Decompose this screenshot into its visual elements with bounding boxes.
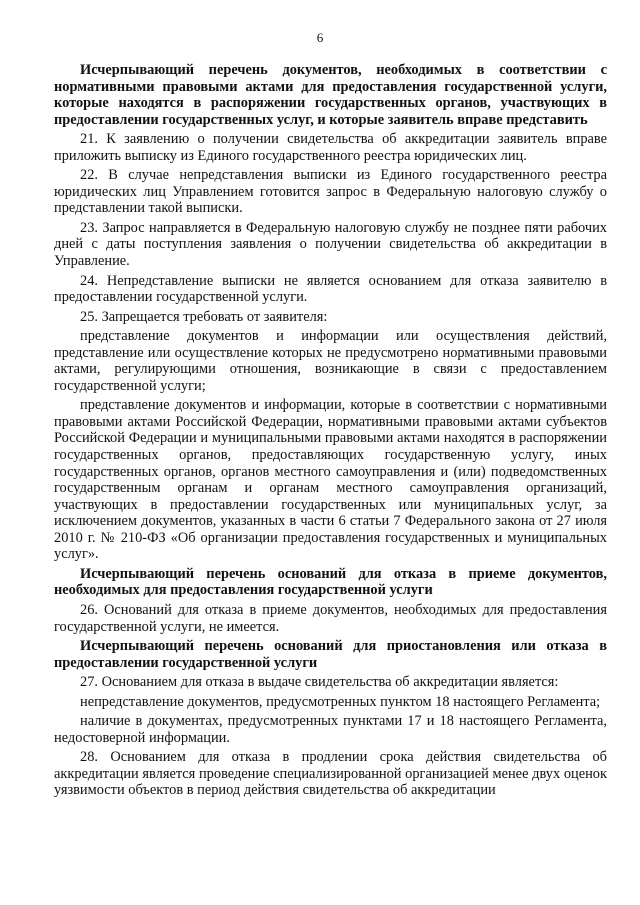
paragraph-26: 26. Оснований для отказа в приеме документов, необходимых для предоставления государственной услуги, не имеется. bbox=[54, 601, 607, 635]
paragraph-28: 28. Основанием для отказа в продлении срока действия свидетельства об аккредитации является проведение специализированной организацией менее двух оценок уязвимости объектов в период действия свидетельства об аккредитации bbox=[54, 749, 607, 799]
paragraph-27-item-a: непредставление документов, предусмотренных пунктом 18 настоящего Регламента; bbox=[80, 693, 601, 710]
paragraph-25-item-b: представление документов и информации, которые в соответствии с нормативными правовыми актами Российской Федерации, нормативными правовыми актами субъектов Российской Федерации и муниципальными правовыми актами находятся в распоряжении государственных органов, предоставляющих государственную услугу, иных государственных органов, органов местного самоуправления и (или) подведомственных государственным органам и органам местного самоуправления организаций, участвующих в предоставлении государственных или муниципальных услуг, за исключением документов, указанных в части 6 статьи 7 Федерального закона от 27 июля 2010 г. № 210-ФЗ «Об организации предоставления государственных и муниципальных услуг». bbox=[54, 397, 607, 563]
paragraph-23: 23. Запрос направляется в Федеральную налоговую службу не позднее пяти рабочих дней с даты поступления заявления о получении свидетельства об аккредитации в Управление. bbox=[54, 219, 607, 270]
paragraph-24: 24. Непредставление выписки не является основанием для отказа заявителю в предоставлении государственной услуги. bbox=[54, 272, 607, 306]
section-heading-suspension: Исчерпывающий перечень оснований для приостановления или отказа в предоставлении государственной услуги bbox=[54, 638, 607, 671]
paragraph-25: 25. Запрещается требовать от заявителя: bbox=[80, 308, 328, 325]
paragraph-25-item-a: представление документов и информации или осуществления действий, представление или осуществление которых не предусмотрено нормативными правовыми актами, регулирующими отношения, возникающие в связи с предоставлением государственной услуги; bbox=[54, 328, 607, 394]
page-number: 6 bbox=[316, 30, 324, 45]
paragraph-22: 22. В случае непредставления выписки из Единого государственного реестра юридических лиц Управлением готовится запрос в Федеральную налоговую службу о представлении такой выписки. bbox=[54, 167, 607, 217]
section-heading-documents: Исчерпывающий перечень документов, необходимых в соответствии с нормативными правовыми актами для предоставления государственной услуги, которые находятся в распоряжении государственных органов, участвующих в предоставлении государственных услуг, и которые заявитель вправе представить bbox=[54, 62, 607, 128]
paragraph-27: 27. Основанием для отказа в выдаче свидетельства об аккредитации является: bbox=[80, 674, 559, 691]
paragraph-27-item-b: наличие в документах, предусмотренных пунктами 17 и 18 настоящего Регламента, недостоверной информации. bbox=[54, 713, 607, 746]
document-body bbox=[54, 62, 607, 802]
paragraph-21: 21. К заявлению о получении свидетельства об аккредитации заявитель вправе приложить выписку из Единого государственного реестра юридических лиц. bbox=[54, 131, 607, 164]
section-heading-refusal: Исчерпывающий перечень оснований для отказа в приеме документов, необходимых для предоставления государственной услуги bbox=[54, 565, 607, 599]
